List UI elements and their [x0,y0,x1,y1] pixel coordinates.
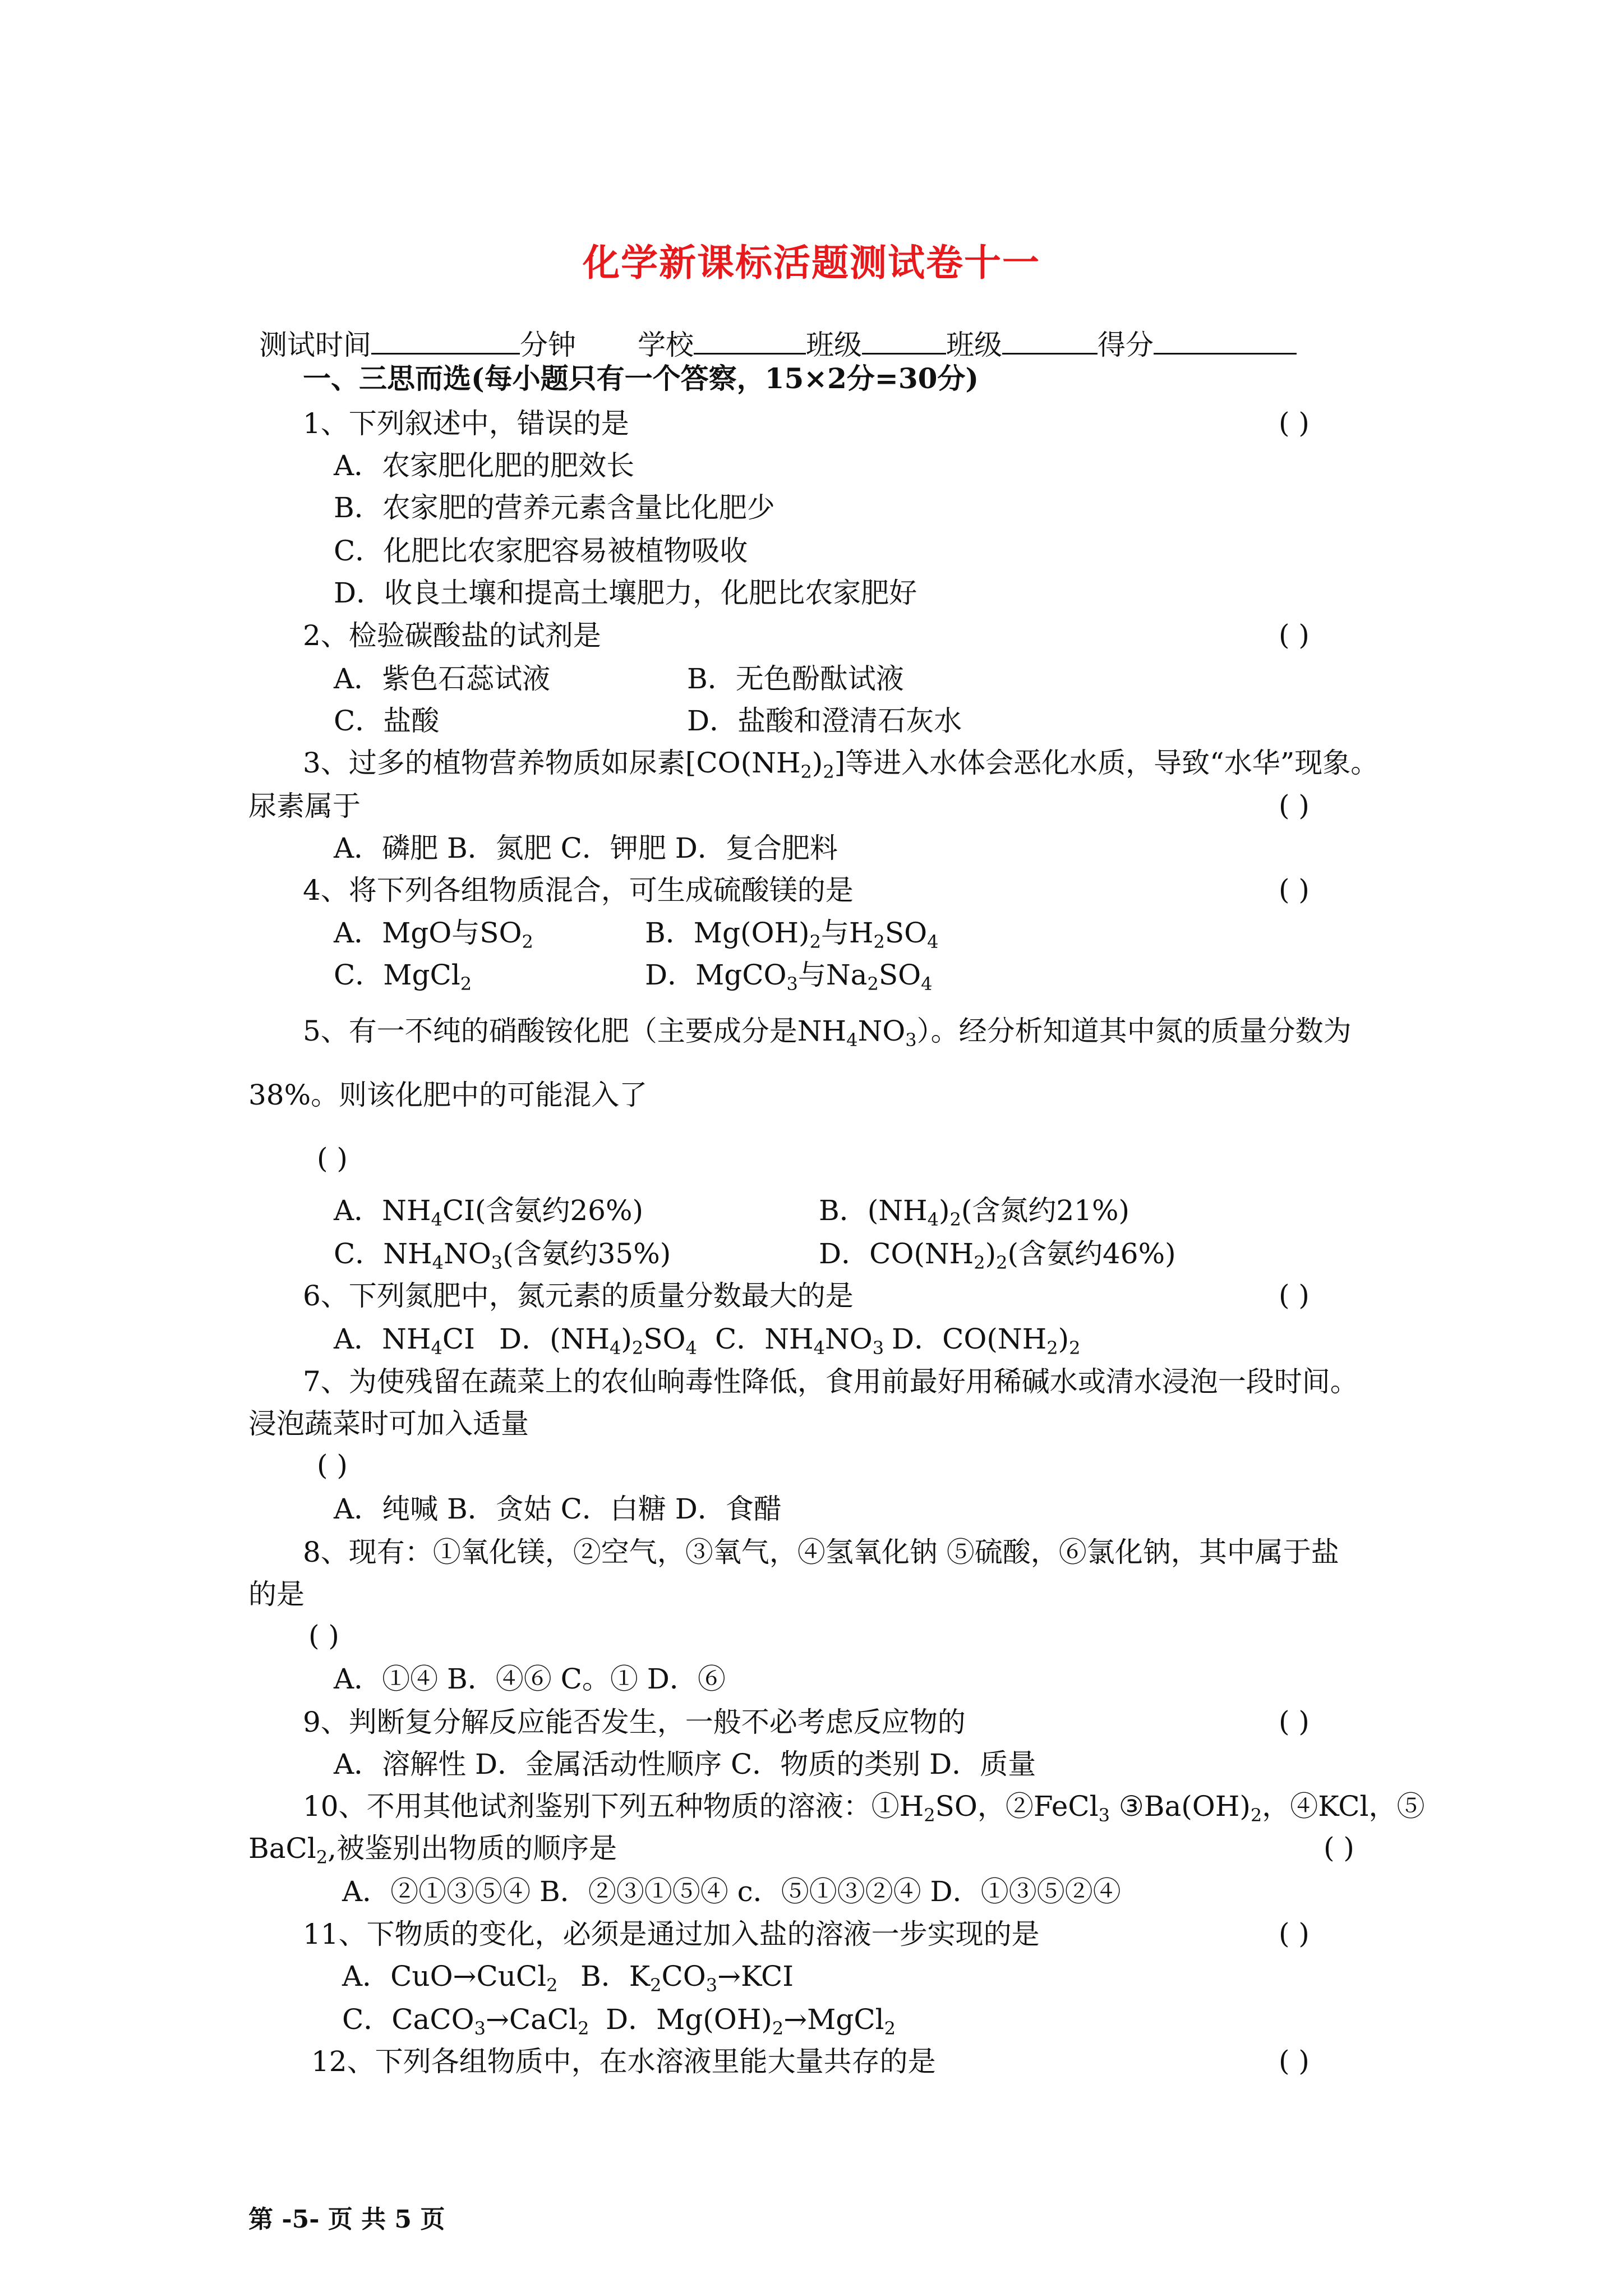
q5-option-c: C．$NH_4NO_3$(含氨约35%) [334,1237,671,1273]
q2-option-b: B．无色酚酞试液 [687,662,904,695]
school-label: 学校 [638,329,694,361]
class-label-2: 班级 [946,329,1002,361]
q1-option-c: C．化肥比农家肥容易被植物吸收 [334,535,748,567]
score-blank [1154,325,1297,355]
q3-stem-line2: 尿素属于 [248,790,361,822]
q9-options: A．溶解性 D．金属活动性顺序 C．物质的类别 D．质量 [334,1748,1036,1780]
page-title: 化学新课标活题测试卷十一 [583,241,1040,284]
q6-option-c: C．$NH_4NO_3$ [715,1323,884,1359]
q5-option-a: A．$NH_4CI$(含氨约26%) [334,1194,643,1230]
exam-info-line [259,323,1297,363]
q1-option-b: B．农家肥的营养元素含量比化肥少 [334,491,775,524]
score-label: 得分 [1098,329,1154,361]
q6-stem: 6、下列氮肥中，氮元素的质量分数最大的是 [303,1280,854,1312]
q10-options: A．②①③⑤④ B．②③①⑤④ c．⑤①③②④ D．①③⑤②④ [342,1875,1121,1908]
q3-stem: 3、过多的植物营养物质如尿素$[CO(NH_2)_2]$等进入水体会恶化水质，导致“水华”现象。 [303,747,1379,783]
q2-answer-paren: ( ) [1279,619,1310,651]
q10-stem-line2: BaCl$_2$,被鉴别出物质的顺序是 [248,1832,617,1868]
q4-option-a: A．MgO与$SO_2$ [334,917,533,953]
q2-stem: 2、检验碳酸盐的试剂是 [303,619,601,652]
q5-stem: 5、有一不纯的硝酸铵化肥（主要成分是$NH_4NO_3$）。经分析知道其中氮的质量分数为 [303,1015,1352,1051]
school-blank [694,325,806,355]
q11-stem: 11、下物质的变化，必须是通过加入盐的溶液一步实现的是 [303,1918,1040,1950]
q7-stem: 7、为使残留在蔬菜上的农仙晌毒性降低，食用前最好用稀碱水或清水浸泡一段时间。 [303,1365,1358,1398]
time-label: 测试时间 [259,329,371,361]
q5-stem-line2: 38%。则该化肥中的可能混入了 [248,1079,648,1111]
q7-answer-paren: ( ) [317,1449,348,1481]
page-footer: 第 -5- 页 共 5 页 [248,2205,445,2234]
time-blank [371,325,520,355]
q4-option-d: D．MgCO$_3$与$Na_2SO_4$ [645,959,933,995]
q1-option-d: D．收良土壤和提高土壤肥力，化肥比农家肥好 [334,577,917,609]
q2-option-d: D．盐酸和澄清石灰水 [687,705,962,737]
q8-answer-paren: ( ) [308,1619,339,1652]
q8-stem-line2: 的是 [248,1578,305,1611]
q5-option-d: D．$CO(NH_2)_2$(含氨约46%) [819,1237,1176,1273]
class-label-1: 班级 [806,329,862,361]
q10-stem: 10、不用其他试剂鉴别下列五种物质的溶液：$①H_2SO$，②FeCl$_3$ $③Ba(OH)_2$，④KCl，⑤ [303,1790,1425,1826]
q11-option-d: D．$Mg(OH)_2\to MgCl_2$ [606,2003,896,2039]
q4-stem: 4、将下列各组物质混合，可生成硫酸镁的是 [303,874,854,907]
q12-stem: 12、下列各组物质中，在水溶液里能大量共存的是 [311,2045,936,2078]
q10-answer-paren: ( ) [1324,1832,1354,1864]
q5-option-b: B．$(NH_4)_2$(含氮约21%) [819,1194,1129,1230]
q7-stem-line2: 浸泡蔬菜时可加入适量 [248,1407,529,1440]
q6-option-d: D．$CO(NH_2)_2$ [892,1323,1081,1359]
section-heading: 一、三思而选(每小题只有一个答察，15×2分=30分) [303,362,979,395]
q11-answer-paren: ( ) [1279,1917,1310,1950]
q1-option-a: A．农家肥化肥的肥效长 [334,449,635,482]
class-blank-1 [862,325,946,355]
q11-option-c: C．CaCO$_3$→CaCl$_2$ [342,2003,589,2039]
class-blank-2 [1002,325,1098,355]
q5-answer-paren: ( ) [317,1142,348,1175]
q7-options: A．纯喊 B．贪姑 C．白糖 D．食醋 [334,1493,782,1525]
q6-answer-paren: ( ) [1279,1279,1310,1312]
q8-options: A．①④ B．④⑥ C。① D．⑥ [334,1663,726,1695]
q8-stem: 8、现有：①氧化镁，②空气，③氧气，④氢氧化钠 ⑤硫酸，⑥氯化钠，其中属于盐 [303,1536,1339,1568]
q4-answer-paren: ( ) [1279,873,1310,906]
q1-stem: 1、下列叙述中，错误的是 [303,407,629,440]
q2-option-a: A．紫色石蕊试液 [334,662,551,695]
q3-answer-paren: ( ) [1279,789,1310,822]
q1-answer-paren: ( ) [1279,407,1310,439]
q4-option-b: B．$Mg(OH)_2$与$H_2SO_4$ [645,917,939,953]
q11-option-a: A．CuO→CuCl$_2$ [342,1960,558,1996]
q4-option-c: C．MgCl$_2$ [334,959,472,995]
q11-option-b: B．$K_2CO_3\to KCI$ [580,1960,794,1996]
q2-option-c: C．盐酸 [334,705,440,737]
q6-option-a: A．$NH_4CI$ [334,1323,475,1359]
q9-stem: 9、判断复分解反应能否发生，一般不必考虑反应物的 [303,1706,966,1738]
q3-options: A．磷肥 B．氮肥 C．钾肥 D．复合肥料 [334,832,838,864]
q12-answer-paren: ( ) [1279,2045,1310,2077]
q6-option-b: D．$(NH_4)_2SO_4$ [499,1323,697,1359]
minute-label: 分钟 [520,329,576,361]
q9-answer-paren: ( ) [1279,1705,1310,1738]
